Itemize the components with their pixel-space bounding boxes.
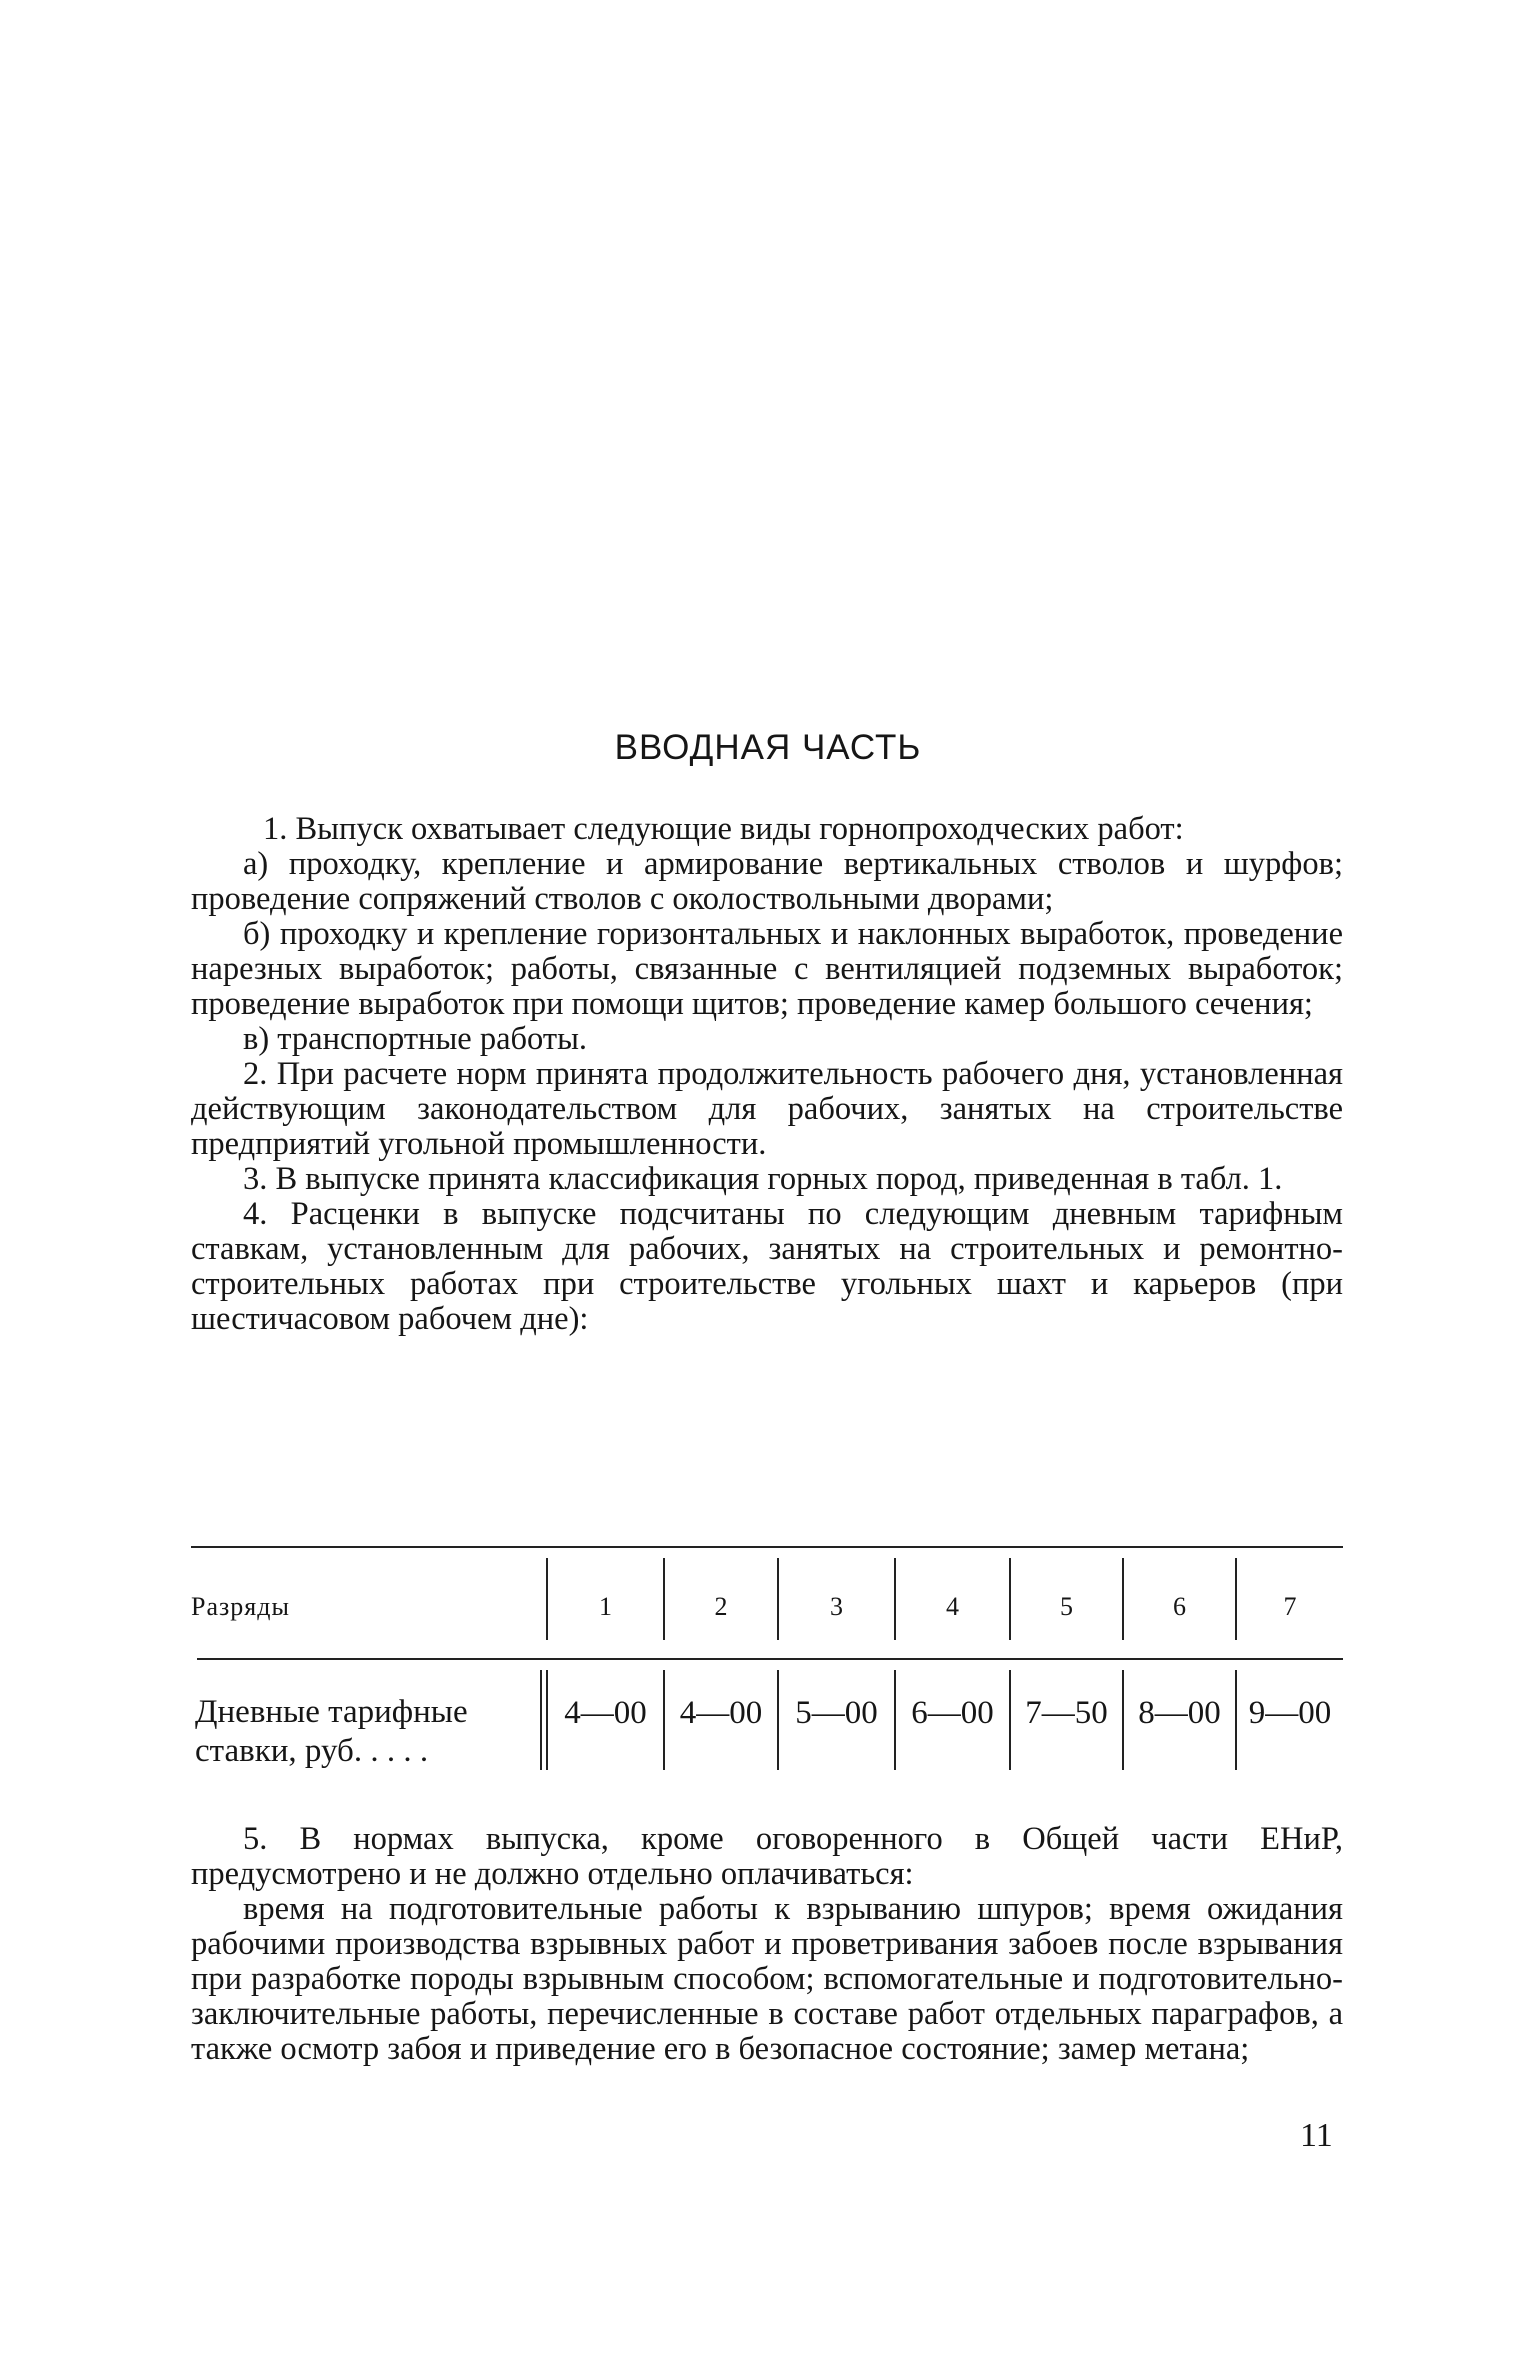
paragraph-2: 2. При расчете норм принята продолжительность рабочего дня, установленная действующим законодательством для рабочих, занятых на строительстве предприятий угольной промышленности. [191,1056,1343,1162]
page-number: 11 [1300,2117,1333,2154]
intro-text [191,812,1343,1337]
grade-2: 2 [714,1592,728,1621]
header-grades-label: Разряды [191,1592,290,1621]
rate-7: 9—00 [1248,1695,1332,1731]
col-divider [540,1670,542,1770]
table-header-rule [197,1658,1343,1660]
rate-1: 4—00 [564,1695,647,1731]
row-label [195,1693,535,1771]
tariff-table [191,1546,1343,1776]
row-label-line-1: Дневные тарифные [195,1694,468,1730]
row-label-line-2: ставки, руб. . . . . [195,1733,429,1769]
page-title: ВВОДНАЯ ЧАСТЬ [614,728,922,767]
grade-5: 5 [1060,1592,1073,1621]
paragraph-1b: б) проходку и крепление горизонтальных и наклонных выработок, проведение нарезных выработок; работы, связанные с вентиляцией подземных выработок; проведение выработок при помощи щитов; проведение камер большого сечения; [191,916,1343,1022]
rate-3: 5—00 [795,1695,878,1731]
paragraph-5: 5. В нормах выпуска, кроме оговоренного в Общей части ЕНиР, предусмотрено и не должно отдельно оплачиваться: [191,1821,1343,1892]
rate-5: 7—50 [1025,1695,1108,1731]
grade-4: 4 [946,1592,959,1621]
paragraph-5a: время на подготовительные работы к взрыванию шпуров; время ожидания рабочими производства взрывных работ и проветривания забоев после взрывания при разработке породы взрывным способом; вспомогательные и подготовительно-заключительные работы, перечисленные в составе работ отдельных параграфов, а также осмотр забоя и приведение его в безопасное состояние; замер метана; [191,1891,1343,2067]
rate-4: 6—00 [911,1695,994,1731]
grade-3: 3 [830,1592,843,1621]
table-top-rule [191,1546,1343,1548]
paragraph-4: 4. Расценки в выпуске подсчитаны по следующим дневным тарифным ставкам, установленным для рабочих, занятых на строительных и ремонтно-строительных работах при строительстве угольных шахт и карьеров (при шестичасовом рабочем дне): [191,1196,1343,1337]
grade-1: 1 [599,1592,612,1621]
conditions-text [191,1822,1343,2067]
rate-2: 4—00 [679,1695,763,1731]
paragraph-1c: в) транспортные работы. [243,1021,588,1057]
paragraph-1: 1. Выпуск охватывает следующие виды горнопроходческих работ: [263,811,1184,847]
rate-6: 8—00 [1138,1695,1221,1731]
grade-6: 6 [1173,1592,1186,1621]
paragraph-3: 3. В выпуске принята классификация горных пород, приведенная в табл. 1. [243,1161,1283,1197]
grade-7: 7 [1283,1592,1297,1621]
paragraph-1a: а) проходку, крепление и армирование вертикальных стволов и шурфов; проведение сопряжений стволов с околоствольными дворами; [191,846,1343,917]
